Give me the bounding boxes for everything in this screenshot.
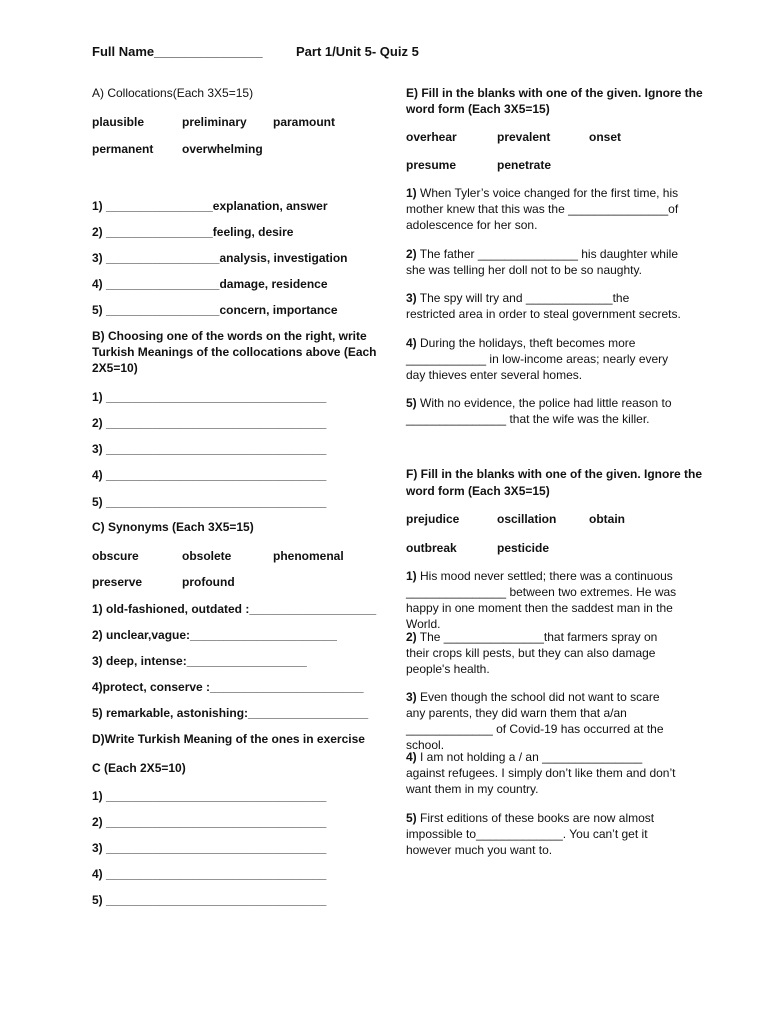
answer-line[interactable]: 1) _________________________________ bbox=[92, 789, 327, 803]
quiz-title: Part 1/Unit 5- Quiz 5 bbox=[296, 44, 419, 59]
answer-line[interactable]: 2) _________________________________ bbox=[92, 416, 327, 430]
fill-blank-question[interactable] bbox=[406, 689, 681, 753]
answer-line[interactable]: 3) _________________________________ bbox=[92, 442, 327, 456]
section-b-title-line-2: Turkish Meanings of the collocations above (Each bbox=[92, 345, 377, 359]
question-number: 2) bbox=[406, 630, 417, 644]
collocation-item[interactable]: 4) _________________damage, residence bbox=[92, 277, 328, 291]
word-obtain: obtain bbox=[589, 512, 625, 526]
fill-blank-question[interactable] bbox=[406, 568, 681, 632]
section-d-title: D)Write Turkish Meaning of the ones in exercise bbox=[92, 732, 365, 746]
word-preliminary: preliminary bbox=[182, 115, 247, 129]
section-c-title: C) Synonyms (Each 3X5=15) bbox=[92, 520, 254, 534]
question-text: His mood never settled; there was a continuous _______________ between two extremes. He was happy in one moment then the saddest man in the World. bbox=[406, 569, 677, 631]
word-penetrate: penetrate bbox=[497, 158, 552, 172]
word-overwhelming: overwhelming bbox=[182, 142, 263, 156]
word-outbreak: outbreak bbox=[406, 541, 457, 555]
question-text: With no evidence, the police had little reason to _______________ that the wife was the killer. bbox=[406, 396, 672, 426]
question-text: First editions of these books are now almost impossible to_____________. You can’t get it however much you want to. bbox=[406, 811, 655, 857]
word-prevalent: prevalent bbox=[497, 130, 551, 144]
word-profound: profound bbox=[182, 575, 235, 589]
question-number: 4) bbox=[406, 750, 417, 764]
synonym-item[interactable]: 3) deep, intense:__________________ bbox=[92, 654, 307, 668]
word-pesticide: pesticide bbox=[497, 541, 550, 555]
answer-line[interactable]: 4) _________________________________ bbox=[92, 468, 327, 482]
fill-blank-question[interactable] bbox=[406, 290, 681, 322]
word-preserve: preserve bbox=[92, 575, 143, 589]
answer-line[interactable]: 3) _________________________________ bbox=[92, 841, 327, 855]
section-b-title-line-1: B) Choosing one of the words on the right, write bbox=[92, 329, 367, 343]
fill-blank-question[interactable] bbox=[406, 395, 681, 427]
question-number: 5) bbox=[406, 396, 417, 410]
full-name-field[interactable]: Full Name_______________ bbox=[92, 44, 263, 59]
word-obscure: obscure bbox=[92, 549, 139, 563]
section-e-title-line-2: word form (Each 3X5=15) bbox=[406, 102, 550, 116]
word-phenomenal: phenomenal bbox=[273, 549, 344, 563]
fill-blank-question[interactable] bbox=[406, 749, 681, 797]
word-prejudice: prejudice bbox=[406, 512, 460, 526]
answer-line[interactable]: 1) _________________________________ bbox=[92, 390, 327, 404]
answer-line[interactable]: 5) _________________________________ bbox=[92, 495, 327, 509]
question-number: 3) bbox=[406, 690, 417, 704]
synonym-item[interactable]: 4)protect, conserve :_______________________ bbox=[92, 680, 364, 694]
word-obsolete: obsolete bbox=[182, 549, 232, 563]
word-permanent: permanent bbox=[92, 142, 154, 156]
synonym-item[interactable]: 2) unclear,vague:______________________ bbox=[92, 628, 337, 642]
section-a-title: A) Collocations(Each 3X5=15) bbox=[92, 86, 254, 100]
question-text: During the holidays, theft becomes more ____________ in low-income areas; nearly every day thieves enter several homes. bbox=[406, 336, 669, 382]
section-f-title-line-1: F) Fill in the blanks with one of the given. Ignore the bbox=[406, 467, 703, 481]
answer-line[interactable]: 2) _________________________________ bbox=[92, 815, 327, 829]
word-presume: presume bbox=[406, 158, 457, 172]
fill-blank-question[interactable] bbox=[406, 810, 681, 858]
question-number: 1) bbox=[406, 569, 417, 583]
fill-blank-question[interactable] bbox=[406, 629, 681, 677]
section-d-subtitle: C (Each 2X5=10) bbox=[92, 761, 186, 775]
question-number: 3) bbox=[406, 291, 417, 305]
word-overhear: overhear bbox=[406, 130, 457, 144]
question-text: The spy will try and _____________the restricted area in order to steal government secrets. bbox=[406, 291, 681, 321]
question-number: 2) bbox=[406, 247, 417, 261]
question-number: 1) bbox=[406, 186, 417, 200]
question-text: The _______________that farmers spray on their crops kill pests, but they can also damage people's health. bbox=[406, 630, 658, 676]
question-number: 5) bbox=[406, 811, 417, 825]
word-oscillation: oscillation bbox=[497, 512, 557, 526]
word-plausible: plausible bbox=[92, 115, 145, 129]
collocation-item[interactable]: 3) _________________analysis, investigation bbox=[92, 251, 348, 265]
synonym-item[interactable]: 1) old-fashioned, outdated :___________________ bbox=[92, 602, 377, 616]
answer-line[interactable]: 5) _________________________________ bbox=[92, 893, 327, 907]
fill-blank-question[interactable] bbox=[406, 246, 681, 278]
question-text: I am not holding a / an _______________ against refugees. I simply don’t like them and don’t want them in my country. bbox=[406, 750, 676, 796]
question-text: The father _______________ his daughter while she was telling her doll not to be so naughty. bbox=[406, 247, 678, 277]
collocation-item[interactable]: 2) ________________feeling, desire bbox=[92, 225, 294, 239]
fill-blank-question[interactable] bbox=[406, 185, 681, 233]
collocation-item[interactable]: 1) ________________explanation, answer bbox=[92, 199, 328, 213]
question-text: Even though the school did not want to scare any parents, they did warn them that a/an _____________ of Covid-19 has occurred at the school. bbox=[406, 690, 664, 752]
answer-line[interactable]: 4) _________________________________ bbox=[92, 867, 327, 881]
fill-blank-question[interactable] bbox=[406, 335, 681, 383]
word-paramount: paramount bbox=[273, 115, 336, 129]
section-f-title-line-2: word form (Each 3X5=15) bbox=[406, 484, 550, 498]
section-e-title-line-1: E) Fill in the blanks with one of the given. Ignore the bbox=[406, 86, 703, 100]
collocation-item[interactable]: 5) _________________concern, importance bbox=[92, 303, 338, 317]
synonym-item[interactable]: 5) remarkable, astonishing:__________________ bbox=[92, 706, 369, 720]
word-onset: onset bbox=[589, 130, 622, 144]
question-text: When Tyler’s voice changed for the first time, his mother knew that this was the _______________of adolescence for her son. bbox=[406, 186, 679, 232]
question-number: 4) bbox=[406, 336, 417, 350]
section-b-title-line-3: 2X5=10) bbox=[92, 361, 138, 375]
